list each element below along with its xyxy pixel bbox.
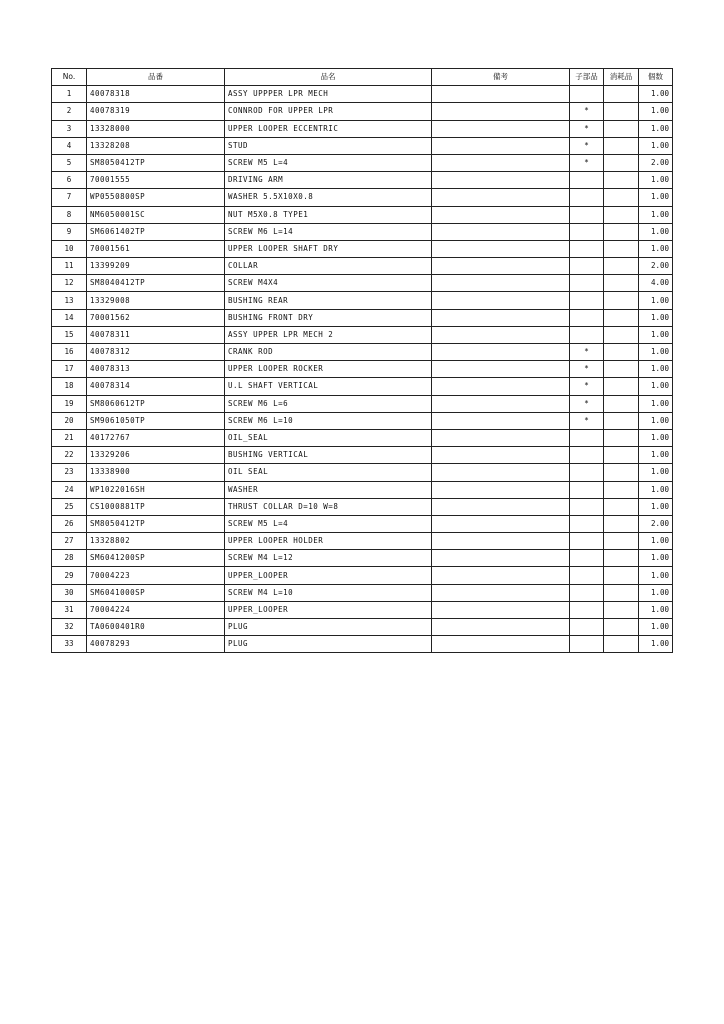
- row-number: 3: [52, 120, 87, 137]
- row-number: 29: [52, 567, 87, 584]
- quantity-cell: 1.00: [639, 137, 673, 154]
- quantity-cell: 1.00: [639, 481, 673, 498]
- quantity-cell: 1.00: [639, 344, 673, 361]
- quantity-cell: 1.00: [639, 223, 673, 240]
- remarks-cell: [432, 395, 570, 412]
- header-row: [52, 69, 673, 86]
- header-no: No.: [52, 69, 87, 86]
- table-row: [52, 378, 673, 395]
- row-number: 1: [52, 86, 87, 103]
- sub-part-mark-cell: [570, 429, 604, 446]
- part-name-cell: SCREW M6 L=14: [225, 223, 432, 240]
- consumable-mark-cell: [604, 361, 639, 378]
- table-row: [52, 275, 673, 292]
- quantity-cell: 1.00: [639, 189, 673, 206]
- row-number: 19: [52, 395, 87, 412]
- quantity-cell: 1.00: [639, 361, 673, 378]
- quantity-cell: 1.00: [639, 464, 673, 481]
- part-number-cell: WP0550800SP: [87, 189, 225, 206]
- consumable-mark-cell: [604, 344, 639, 361]
- part-name-cell: PLUG: [225, 636, 432, 653]
- quantity-cell: 1.00: [639, 206, 673, 223]
- part-number-cell: SM8050412TP: [87, 515, 225, 532]
- row-number: 2: [52, 103, 87, 120]
- part-number-cell: SM9061050TP: [87, 412, 225, 429]
- consumable-mark-cell: [604, 292, 639, 309]
- sub-part-mark-cell: [570, 601, 604, 618]
- part-number-cell: 40078311: [87, 326, 225, 343]
- consumable-mark-cell: [604, 619, 639, 636]
- quantity-cell: 2.00: [639, 515, 673, 532]
- table-row: [52, 412, 673, 429]
- quantity-cell: 1.00: [639, 550, 673, 567]
- remarks-cell: [432, 584, 570, 601]
- remarks-cell: [432, 292, 570, 309]
- part-name-cell: BUSHING VERTICAL: [225, 447, 432, 464]
- remarks-cell: [432, 223, 570, 240]
- sub-part-mark-cell: *: [570, 120, 604, 137]
- part-name-cell: UPPER_LOOPER: [225, 567, 432, 584]
- remarks-cell: [432, 189, 570, 206]
- consumable-mark-cell: [604, 206, 639, 223]
- table-row: [52, 103, 673, 120]
- part-name-cell: WASHER: [225, 481, 432, 498]
- remarks-cell: [432, 533, 570, 550]
- part-name-cell: NUT M5X0.8 TYPE1: [225, 206, 432, 223]
- quantity-cell: 1.00: [639, 120, 673, 137]
- row-number: 15: [52, 326, 87, 343]
- table-row: [52, 619, 673, 636]
- remarks-cell: [432, 567, 570, 584]
- consumable-mark-cell: [604, 309, 639, 326]
- remarks-cell: [432, 120, 570, 137]
- part-number-cell: SM6061402TP: [87, 223, 225, 240]
- row-number: 30: [52, 584, 87, 601]
- sub-part-mark-cell: *: [570, 137, 604, 154]
- header-qty: 個数: [639, 69, 673, 86]
- consumable-mark-cell: [604, 240, 639, 257]
- consumable-mark-cell: [604, 447, 639, 464]
- part-number-cell: 13399209: [87, 258, 225, 275]
- quantity-cell: 2.00: [639, 258, 673, 275]
- sub-part-mark-cell: [570, 275, 604, 292]
- table-row: [52, 189, 673, 206]
- quantity-cell: 1.00: [639, 447, 673, 464]
- row-number: 23: [52, 464, 87, 481]
- sub-part-mark-cell: *: [570, 378, 604, 395]
- quantity-cell: 1.00: [639, 412, 673, 429]
- sub-part-mark-cell: [570, 292, 604, 309]
- remarks-cell: [432, 464, 570, 481]
- part-name-cell: DRIVING ARM: [225, 172, 432, 189]
- quantity-cell: 1.00: [639, 292, 673, 309]
- part-number-cell: SM6041000SP: [87, 584, 225, 601]
- row-number: 8: [52, 206, 87, 223]
- consumable-mark-cell: [604, 172, 639, 189]
- consumable-mark-cell: [604, 601, 639, 618]
- remarks-cell: [432, 86, 570, 103]
- sub-part-mark-cell: [570, 258, 604, 275]
- part-number-cell: SM6041200SP: [87, 550, 225, 567]
- remarks-cell: [432, 275, 570, 292]
- remarks-cell: [432, 498, 570, 515]
- sub-part-mark-cell: [570, 619, 604, 636]
- row-number: 7: [52, 189, 87, 206]
- part-number-cell: 13329206: [87, 447, 225, 464]
- table-row: [52, 515, 673, 532]
- sub-part-mark-cell: [570, 464, 604, 481]
- row-number: 25: [52, 498, 87, 515]
- sub-part-mark-cell: *: [570, 103, 604, 120]
- row-number: 14: [52, 309, 87, 326]
- sub-part-mark-cell: [570, 533, 604, 550]
- row-number: 5: [52, 154, 87, 171]
- consumable-mark-cell: [604, 533, 639, 550]
- part-name-cell: CONNROD FOR UPPER LPR: [225, 103, 432, 120]
- table-row: [52, 344, 673, 361]
- row-number: 13: [52, 292, 87, 309]
- sub-part-mark-cell: [570, 636, 604, 653]
- consumable-mark-cell: [604, 464, 639, 481]
- part-name-cell: UPPER LOOPER ROCKER: [225, 361, 432, 378]
- remarks-cell: [432, 103, 570, 120]
- part-number-cell: SM8040412TP: [87, 275, 225, 292]
- table-row: [52, 533, 673, 550]
- part-name-cell: OIL SEAL: [225, 464, 432, 481]
- sub-part-mark-cell: [570, 309, 604, 326]
- consumable-mark-cell: [604, 481, 639, 498]
- part-name-cell: ASSY UPPER LPR MECH 2: [225, 326, 432, 343]
- part-name-cell: COLLAR: [225, 258, 432, 275]
- part-name-cell: SCREW M4 L=10: [225, 584, 432, 601]
- part-number-cell: 13328000: [87, 120, 225, 137]
- part-name-cell: UPPER_LOOPER: [225, 601, 432, 618]
- quantity-cell: 1.00: [639, 240, 673, 257]
- remarks-cell: [432, 344, 570, 361]
- part-number-cell: 40078313: [87, 361, 225, 378]
- consumable-mark-cell: [604, 120, 639, 137]
- row-number: 22: [52, 447, 87, 464]
- quantity-cell: 1.00: [639, 498, 673, 515]
- consumable-mark-cell: [604, 86, 639, 103]
- part-number-cell: WP1022016SH: [87, 481, 225, 498]
- part-number-cell: 40078318: [87, 86, 225, 103]
- table-row: [52, 326, 673, 343]
- part-number-cell: NM6050001SC: [87, 206, 225, 223]
- quantity-cell: 1.00: [639, 309, 673, 326]
- remarks-cell: [432, 206, 570, 223]
- row-number: 20: [52, 412, 87, 429]
- part-number-cell: 40078293: [87, 636, 225, 653]
- remarks-cell: [432, 172, 570, 189]
- consumable-mark-cell: [604, 258, 639, 275]
- sub-part-mark-cell: [570, 86, 604, 103]
- sub-part-mark-cell: [570, 515, 604, 532]
- table-row: [52, 636, 673, 653]
- table-row: [52, 550, 673, 567]
- row-number: 33: [52, 636, 87, 653]
- quantity-cell: 1.00: [639, 533, 673, 550]
- part-name-cell: SCREW M5 L=4: [225, 154, 432, 171]
- row-number: 26: [52, 515, 87, 532]
- table-row: [52, 240, 673, 257]
- part-number-cell: 13328208: [87, 137, 225, 154]
- part-number-cell: 40172767: [87, 429, 225, 446]
- parts-list-table: [51, 68, 673, 653]
- part-number-cell: 70004224: [87, 601, 225, 618]
- quantity-cell: 1.00: [639, 172, 673, 189]
- table-row: [52, 206, 673, 223]
- part-name-cell: BUSHING REAR: [225, 292, 432, 309]
- table-row: [52, 86, 673, 103]
- part-name-cell: UPPER LOOPER ECCENTRIC: [225, 120, 432, 137]
- table-row: [52, 447, 673, 464]
- consumable-mark-cell: [604, 498, 639, 515]
- part-number-cell: 13329008: [87, 292, 225, 309]
- remarks-cell: [432, 326, 570, 343]
- remarks-cell: [432, 240, 570, 257]
- header-remarks: 備考: [432, 69, 570, 86]
- row-number: 16: [52, 344, 87, 361]
- part-number-cell: SM8050412TP: [87, 154, 225, 171]
- sub-part-mark-cell: [570, 498, 604, 515]
- sub-part-mark-cell: [570, 240, 604, 257]
- remarks-cell: [432, 309, 570, 326]
- sub-part-mark-cell: [570, 326, 604, 343]
- remarks-cell: [432, 429, 570, 446]
- consumable-mark-cell: [604, 429, 639, 446]
- consumable-mark-cell: [604, 275, 639, 292]
- quantity-cell: 1.00: [639, 86, 673, 103]
- row-number: 11: [52, 258, 87, 275]
- table-row: [52, 154, 673, 171]
- sub-part-mark-cell: [570, 550, 604, 567]
- sub-part-mark-cell: [570, 567, 604, 584]
- row-number: 32: [52, 619, 87, 636]
- part-name-cell: SCREW M4 L=12: [225, 550, 432, 567]
- table-row: [52, 309, 673, 326]
- remarks-cell: [432, 361, 570, 378]
- consumable-mark-cell: [604, 189, 639, 206]
- quantity-cell: 2.00: [639, 154, 673, 171]
- sub-part-mark-cell: [570, 189, 604, 206]
- row-number: 17: [52, 361, 87, 378]
- sub-part-mark-cell: *: [570, 412, 604, 429]
- remarks-cell: [432, 258, 570, 275]
- table-row: [52, 223, 673, 240]
- part-name-cell: ASSY UPPPER LPR MECH: [225, 86, 432, 103]
- remarks-cell: [432, 137, 570, 154]
- table-row: [52, 429, 673, 446]
- sub-part-mark-cell: *: [570, 344, 604, 361]
- remarks-cell: [432, 378, 570, 395]
- quantity-cell: 1.00: [639, 619, 673, 636]
- part-number-cell: SM8060612TP: [87, 395, 225, 412]
- remarks-cell: [432, 481, 570, 498]
- part-name-cell: SCREW M6 L=6: [225, 395, 432, 412]
- part-number-cell: 13338900: [87, 464, 225, 481]
- table-row: [52, 172, 673, 189]
- remarks-cell: [432, 515, 570, 532]
- quantity-cell: 1.00: [639, 429, 673, 446]
- part-name-cell: SCREW M5 L=4: [225, 515, 432, 532]
- part-name-cell: STUD: [225, 137, 432, 154]
- table-row: [52, 498, 673, 515]
- quantity-cell: 1.00: [639, 103, 673, 120]
- consumable-mark-cell: [604, 137, 639, 154]
- sub-part-mark-cell: [570, 584, 604, 601]
- consumable-mark-cell: [604, 584, 639, 601]
- consumable-mark-cell: [604, 515, 639, 532]
- consumable-mark-cell: [604, 412, 639, 429]
- quantity-cell: 1.00: [639, 636, 673, 653]
- part-name-cell: WASHER 5.5X10X0.8: [225, 189, 432, 206]
- remarks-cell: [432, 154, 570, 171]
- part-name-cell: CRANK ROD: [225, 344, 432, 361]
- row-number: 31: [52, 601, 87, 618]
- quantity-cell: 4.00: [639, 275, 673, 292]
- quantity-cell: 1.00: [639, 378, 673, 395]
- sub-part-mark-cell: [570, 206, 604, 223]
- consumable-mark-cell: [604, 103, 639, 120]
- part-number-cell: 40078314: [87, 378, 225, 395]
- table-row: [52, 464, 673, 481]
- sub-part-mark-cell: [570, 481, 604, 498]
- header-name: 品名: [225, 69, 432, 86]
- quantity-cell: 1.00: [639, 567, 673, 584]
- consumable-mark-cell: [604, 567, 639, 584]
- consumable-mark-cell: [604, 326, 639, 343]
- part-name-cell: OIL_SEAL: [225, 429, 432, 446]
- part-name-cell: SCREW M6 L=10: [225, 412, 432, 429]
- row-number: 12: [52, 275, 87, 292]
- table-row: [52, 258, 673, 275]
- remarks-cell: [432, 636, 570, 653]
- consumable-mark-cell: [604, 378, 639, 395]
- part-number-cell: TA0600401R0: [87, 619, 225, 636]
- table-row: [52, 120, 673, 137]
- sub-part-mark-cell: [570, 447, 604, 464]
- header-part-no: 品番: [87, 69, 225, 86]
- part-name-cell: BUSHING FRONT DRY: [225, 309, 432, 326]
- sub-part-mark-cell: [570, 172, 604, 189]
- sub-part-mark-cell: *: [570, 361, 604, 378]
- part-name-cell: UPPER LOOPER SHAFT DRY: [225, 240, 432, 257]
- remarks-cell: [432, 619, 570, 636]
- part-number-cell: 70001555: [87, 172, 225, 189]
- table-row: [52, 292, 673, 309]
- consumable-mark-cell: [604, 223, 639, 240]
- part-name-cell: THRUST COLLAR D=10 W=8: [225, 498, 432, 515]
- sub-part-mark-cell: [570, 223, 604, 240]
- part-name-cell: U.L SHAFT VERTICAL: [225, 378, 432, 395]
- part-number-cell: 40078319: [87, 103, 225, 120]
- table-row: [52, 361, 673, 378]
- part-number-cell: 13328802: [87, 533, 225, 550]
- consumable-mark-cell: [604, 154, 639, 171]
- row-number: 9: [52, 223, 87, 240]
- part-number-cell: 40078312: [87, 344, 225, 361]
- row-number: 4: [52, 137, 87, 154]
- part-number-cell: 70001561: [87, 240, 225, 257]
- row-number: 18: [52, 378, 87, 395]
- remarks-cell: [432, 447, 570, 464]
- table-row: [52, 567, 673, 584]
- quantity-cell: 1.00: [639, 584, 673, 601]
- remarks-cell: [432, 550, 570, 567]
- sub-part-mark-cell: *: [570, 395, 604, 412]
- table-row: [52, 601, 673, 618]
- table-row: [52, 137, 673, 154]
- row-number: 28: [52, 550, 87, 567]
- consumable-mark-cell: [604, 395, 639, 412]
- table-row: [52, 584, 673, 601]
- part-number-cell: CS1000881TP: [87, 498, 225, 515]
- parts-table-body: [52, 86, 673, 653]
- sub-part-mark-cell: *: [570, 154, 604, 171]
- remarks-cell: [432, 601, 570, 618]
- consumable-mark-cell: [604, 550, 639, 567]
- row-number: 6: [52, 172, 87, 189]
- part-number-cell: 70004223: [87, 567, 225, 584]
- row-number: 21: [52, 429, 87, 446]
- quantity-cell: 1.00: [639, 601, 673, 618]
- part-name-cell: SCREW M4X4: [225, 275, 432, 292]
- header-consumable: 消耗品: [604, 69, 639, 86]
- part-name-cell: PLUG: [225, 619, 432, 636]
- header-sub-part: 子部品: [570, 69, 604, 86]
- part-name-cell: UPPER LOOPER HOLDER: [225, 533, 432, 550]
- table-row: [52, 395, 673, 412]
- quantity-cell: 1.00: [639, 395, 673, 412]
- table-row: [52, 481, 673, 498]
- remarks-cell: [432, 412, 570, 429]
- row-number: 24: [52, 481, 87, 498]
- part-number-cell: 70001562: [87, 309, 225, 326]
- row-number: 27: [52, 533, 87, 550]
- consumable-mark-cell: [604, 636, 639, 653]
- row-number: 10: [52, 240, 87, 257]
- quantity-cell: 1.00: [639, 326, 673, 343]
